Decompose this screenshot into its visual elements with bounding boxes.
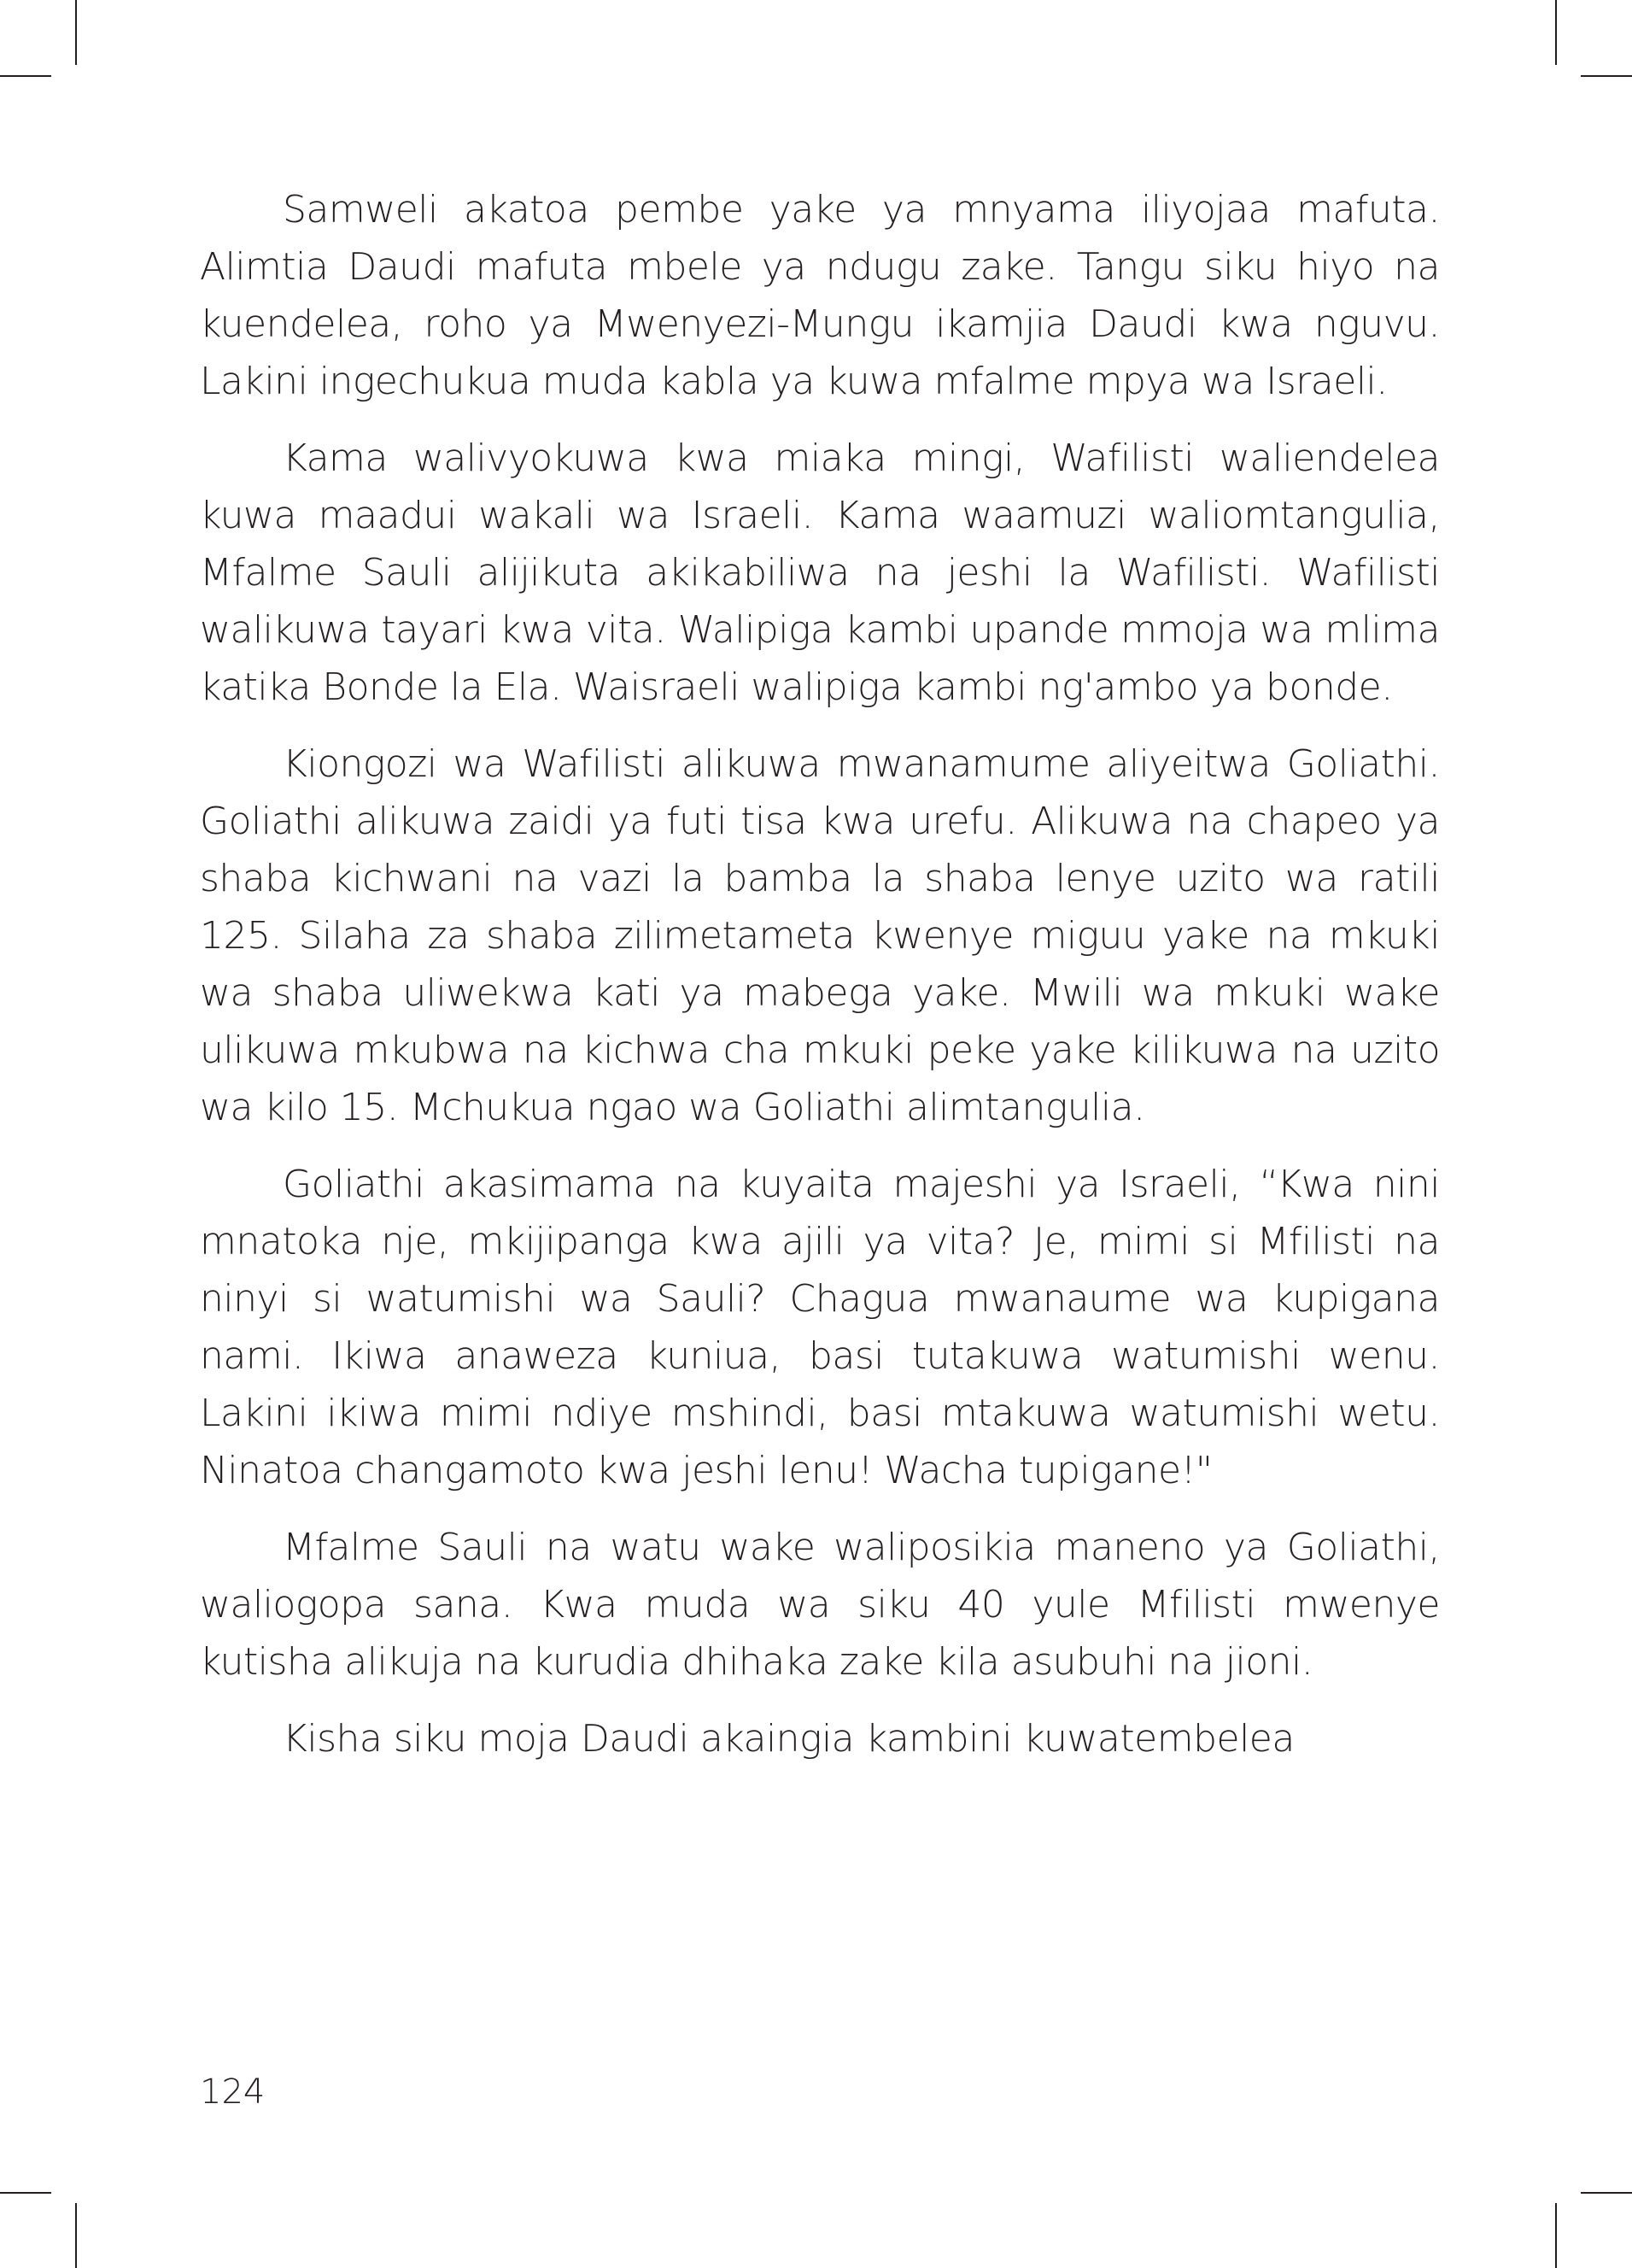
paragraph-6: Kisha siku moja Daudi akaingia kambini kuwatembelea [283,1717,1295,1761]
paragraph-5: Mfalme Sauli na watu wake waliposikia maneno ya Goliathi, waliogopa sana. Kwa muda wa siku 40 yule Mfilisti mwenye kutisha alikuja na kurudia dhihaka zake kila asubuhi na jioni. [200,1526,1440,1684]
crop-mark-top-right-vertical [1555,0,1557,65]
crop-mark-top-left-vertical [75,0,77,65]
crop-mark-bottom-left-vertical [75,2203,77,2268]
paragraph-3: Kiongozi wa Wafilisti alikuwa mwanamume aliyeitwa Goliathi. Goliathi alikuwa zaidi ya futi tisa kwa urefu. Alikuwa na chapeo ya shaba kichwani na vazi la bamba la shaba lenye uzito wa ratili 125. Silaha za shaba zilimetameta kwenye miguu yake na mkuki wa shaba uliwekwa kati ya mabega yake. Mwili wa mkuki wake ulikuwa mkubwa na kichwa cha mkuki peke yake kilikuwa na uzito wa kilo 15. Mchukua ngao wa Goliathi alimtangulia. [200,742,1440,1129]
paragraph-1: Samweli akatoa pembe yake ya mnyama iliyojaa mafuta. Alimtia Daudi mafuta mbele ya ndugu zake. Tangu siku hiyo na kuendelea, roho ya Mwenyezi-Mungu ikamjia Daudi kwa nguvu. Lakini ingechukua muda kabla ya kuwa mfalme mpya wa Israeli. [200,188,1440,403]
paragraph-4: Goliathi akasimama na kuyaita majeshi ya Israeli, “Kwa nini mnatoka nje, mkijipanga kwa ajili ya vita? Je, mimi si Mfilisti na ninyi si watumishi wa Sauli? Chagua mwanaume wa kupigana nami. Ikiwa anaweza kuniua, basi tutakuwa watumishi wenu. Lakini ikiwa mimi ndiye mshindi, basi mtakuwa watumishi wetu. Ninatoa changamoto kwa jeshi lenu! Wacha tupigane!" [200,1163,1440,1492]
crop-mark-top-left-horizontal [0,75,51,77]
crop-mark-bottom-left-horizontal [0,2192,51,2194]
page-body [200,181,1440,1787]
crop-mark-bottom-right-vertical [1555,2203,1557,2268]
page-number: 124 [200,2072,266,2112]
paragraph-2: Kama walivyokuwa kwa miaka mingi, Wafilisti waliendelea kuwa maadui wakali wa Israeli. Kama waamuzi waliomtangulia, Mfalme Sauli alijikuta akikabiliwa na jeshi la Wafilisti. Wafilisti walikuwa tayari kwa vita. Walipiga kambi upande mmoja wa mlima katika Bonde la Ela. Waisraeli walipiga kambi ng'ambo ya bonde. [200,437,1440,709]
crop-mark-bottom-right-horizontal [1581,2192,1632,2194]
crop-mark-top-right-horizontal [1581,75,1632,77]
